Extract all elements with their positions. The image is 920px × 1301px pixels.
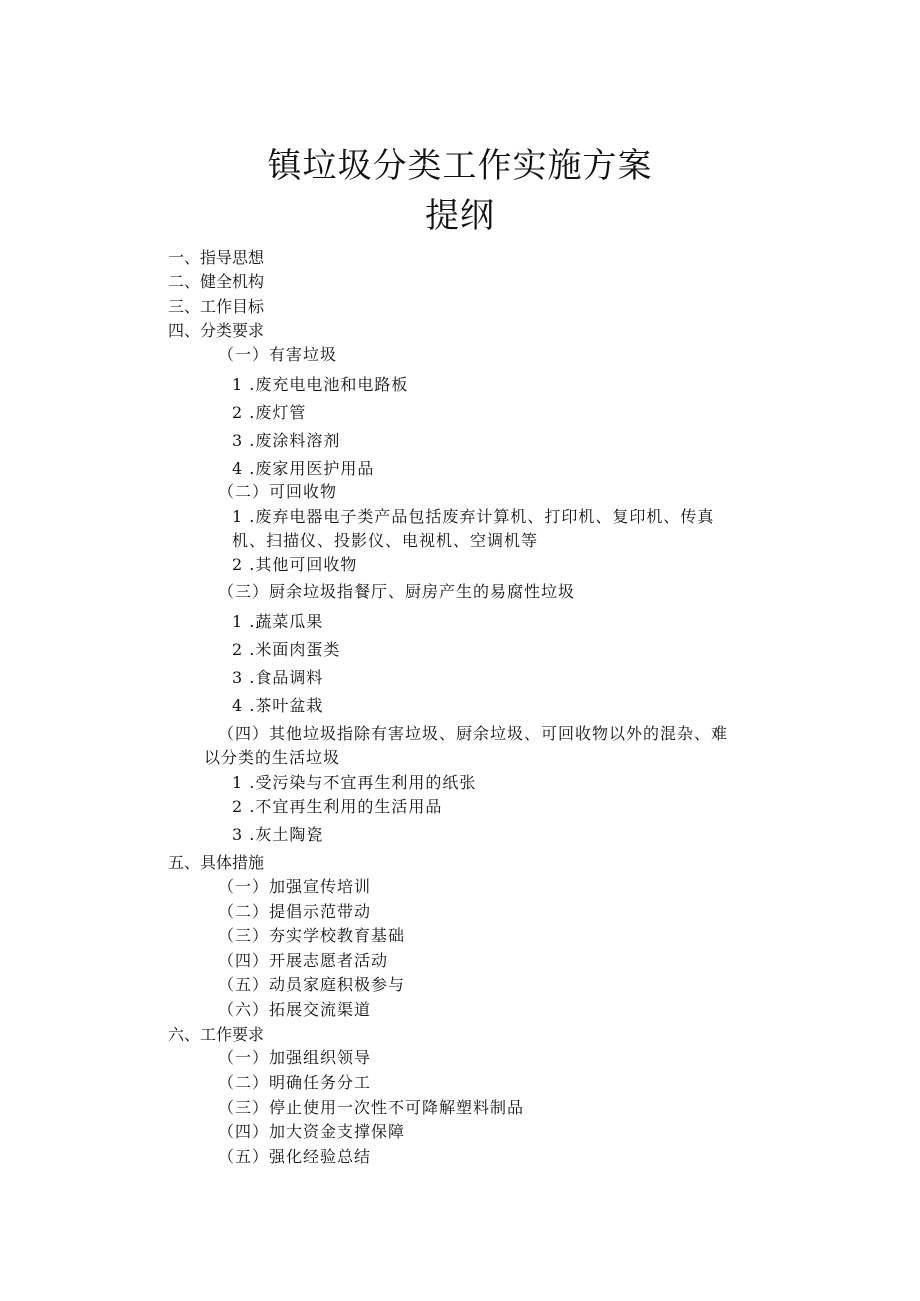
subsection-heading: （一）加强宣传培训 <box>218 877 372 896</box>
subsection-heading: （三）停止使用一次性不可降解塑料制品 <box>218 1098 525 1117</box>
section-heading: 四、分类要求 <box>168 321 265 340</box>
list-item: 1 .废充电电池和电路板 <box>232 375 409 394</box>
list-item: 1 .蔬菜瓜果 <box>232 612 324 631</box>
document-title: 镇垃圾分类工作实施方案 <box>267 146 653 186</box>
list-item: 3 .灰土陶瓷 <box>232 825 324 844</box>
list-item-continuation: 机、扫描仪、投影仪、电视机、空调机等 <box>232 531 539 550</box>
list-item: 2 .其他可回收物 <box>232 555 358 574</box>
list-item: 3 .废涂料溶剂 <box>232 431 341 450</box>
subsection-heading: （四）其他垃圾指除有害垃圾、厨余垃圾、可回收物以外的混杂、难 <box>218 724 729 743</box>
section-heading: 五、具体措施 <box>168 853 265 872</box>
subsection-heading: （三）厨余垃圾指餐厅、厨房产生的易腐性垃圾 <box>218 582 576 601</box>
list-item: 4 .废家用医护用品 <box>232 459 375 478</box>
list-item: 2 .不宜再生利用的生活用品 <box>232 797 443 816</box>
document-subtitle: 提纲 <box>425 196 495 236</box>
subsection-continuation: 以分类的生活垃圾 <box>204 748 341 767</box>
list-item: 3 .食品调料 <box>232 668 324 687</box>
subsection-heading: （六）拓展交流渠道 <box>218 1000 372 1019</box>
subsection-heading: （二）明确任务分工 <box>218 1073 372 1092</box>
section-heading: 一、指导思想 <box>168 248 265 267</box>
subsection-heading: （五）动员家庭积极参与 <box>218 975 406 994</box>
subsection-heading: （二）可回收物 <box>218 482 338 501</box>
subsection-heading: （四）开展志愿者活动 <box>218 951 389 970</box>
section-heading: 三、工作目标 <box>168 297 265 316</box>
list-item: 2 .废灯管 <box>232 403 307 422</box>
subsection-heading: （三）夯实学校教育基础 <box>218 926 406 945</box>
subsection-heading: （一）加强组织领导 <box>218 1048 372 1067</box>
section-heading: 二、健全机构 <box>168 272 265 291</box>
subsection-heading: （五）强化经验总结 <box>218 1147 372 1166</box>
list-item: 4 .茶叶盆栽 <box>232 696 324 715</box>
list-item: 1 .受污染与不宜再生利用的纸张 <box>232 773 477 792</box>
list-item: 1 .废弃电器电子类产品包括废弃计算机、打印机、复印机、传真 <box>232 507 715 526</box>
section-heading: 六、工作要求 <box>168 1025 265 1044</box>
subsection-heading: （一）有害垃圾 <box>218 345 338 364</box>
subsection-heading: （二）提倡示范带动 <box>218 902 372 921</box>
list-item: 2 .米面肉蛋类 <box>232 640 341 659</box>
subsection-heading: （四）加大资金支撑保障 <box>218 1122 406 1141</box>
